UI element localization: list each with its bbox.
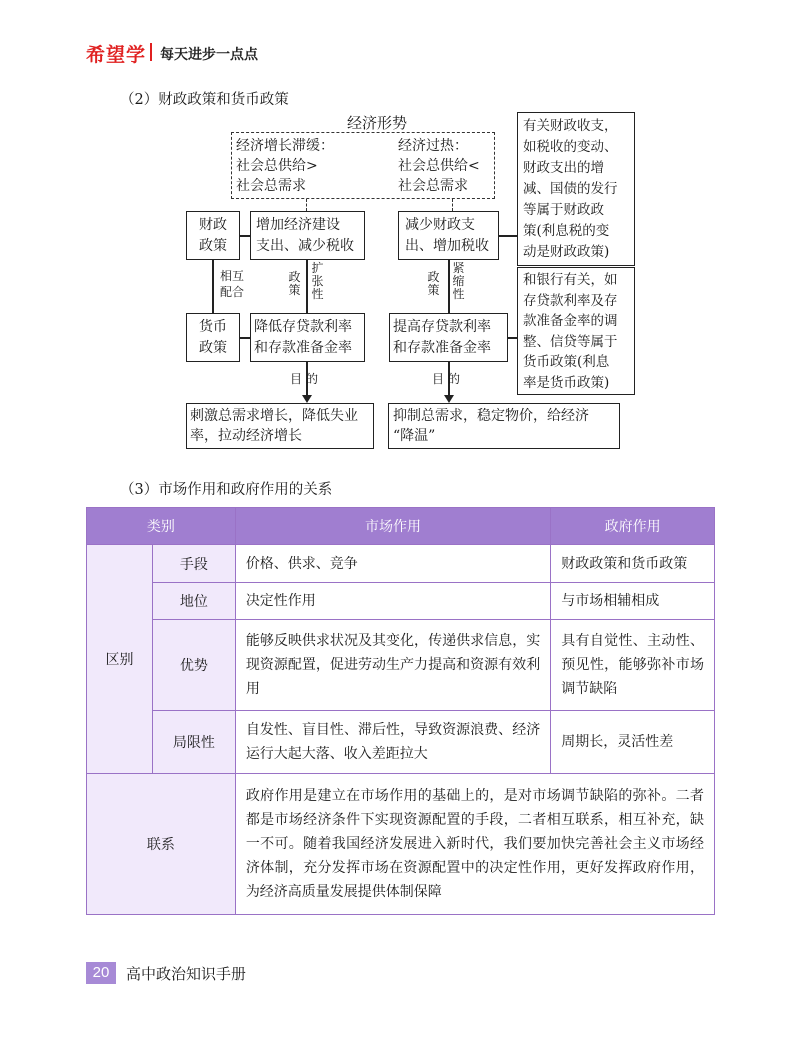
market-cell: 价格、供求、竞争: [235, 545, 550, 583]
expansion-policy-label: 政策: [288, 270, 301, 297]
fiscal-tight-box: 减少财政支 出、增加税收: [398, 211, 499, 260]
situation-title: 经济形势: [347, 114, 408, 132]
arrow-down-icon: [444, 395, 454, 403]
gov-cell: 财政政策和货币政策: [551, 545, 715, 583]
group-label: 区别: [87, 545, 153, 774]
table-row: [87, 545, 715, 583]
purpose-label: 目的: [290, 372, 323, 386]
tight-policy-label: 政策: [427, 270, 440, 297]
connector: [499, 235, 517, 237]
fiscal-expand-box: 增加经济建设 支出、减少税收: [250, 211, 365, 260]
row-label: 优势: [152, 620, 235, 711]
fiscal-note-box: 有关财政收支， 如税收的变动、 财政支出的增 减、国债的发行 等属于财政政 策(利息税的变 动是财政政策): [517, 112, 635, 266]
table-header-row: [87, 508, 715, 545]
monetary-policy-box: 货币 政策: [186, 313, 240, 362]
relation-label: 联系: [87, 774, 236, 915]
arrow-down-icon: [302, 395, 312, 403]
header-slogan: 每天进步一点点: [160, 47, 258, 63]
table-row: [87, 620, 715, 711]
market-cell: 能够反映供求状况及其变化，传递供求信息，实现资源配置，促进劳动生产力提高和资源有效利用: [235, 620, 550, 711]
tight-goal-box: 抑制总需求，稳定物价，给经济 “降温”: [388, 403, 620, 449]
gov-cell: 与市场相辅相成: [551, 583, 715, 620]
connector: [306, 199, 307, 211]
row-label: 手段: [152, 545, 235, 583]
row-label: 地位: [152, 583, 235, 620]
connector: [448, 260, 450, 313]
relation-text: 政府作用是建立在市场作用的基础上的，是对市场调节缺陷的弥补。二者都是市场经济条件下实现资源配置的手段，二者相互联系，相互补充，缺一不可。随着我国经济发展进入新时代，我们要加快完善社会主义市场经济体制，充分发挥市场在资源配置中的决定性作用，更好发挥政府作用，为经济高质量发展提供体制保障: [235, 774, 714, 915]
connector: [508, 337, 517, 339]
connector: [240, 337, 250, 339]
table-row: [87, 583, 715, 620]
tight-label: 紧缩性: [452, 261, 465, 301]
cooperate-label: 相互 配合: [220, 269, 245, 299]
column-header: 政府作用: [551, 508, 715, 545]
overheat-text: 经济过热： 社会总供给< 社会总需求: [398, 138, 480, 194]
table-row: [87, 711, 715, 774]
connector: [452, 199, 453, 211]
section-3-title: （3）市场作用和政府作用的关系: [120, 482, 333, 498]
connector: [240, 235, 250, 237]
page-number: 20: [86, 962, 116, 984]
comparison-table: [86, 507, 715, 915]
fiscal-policy-box: 财政 政策: [186, 211, 240, 260]
market-cell: 决定性作用: [235, 583, 550, 620]
book-title: 高中政治知识手册: [126, 965, 247, 983]
expansion-label: 扩张性: [311, 261, 324, 301]
brand-logo: 希望学: [86, 44, 147, 66]
connector: [212, 260, 214, 313]
monetary-tight-box: 提高存贷款利率 和存款准备金率: [389, 313, 508, 362]
gov-cell: 具有自觉性、主动性、预见性，能够弥补市场调节缺陷: [551, 620, 715, 711]
table-row: [87, 774, 715, 915]
section-2-title: （2）财政政策和货币政策: [120, 92, 289, 108]
purpose-label: 目的: [432, 372, 465, 386]
column-header: 市场作用: [235, 508, 550, 545]
expand-goal-box: 刺激总需求增长，降低失业 率，拉动经济增长: [186, 403, 374, 449]
market-cell: 自发性、盲目性、滞后性，导致资源浪费、经济运行大起大落、收入差距拉大: [235, 711, 550, 774]
connector: [306, 260, 308, 313]
header-divider: [150, 43, 152, 61]
monetary-expand-box: 降低存贷款利率 和存款准备金率: [250, 313, 365, 362]
column-header: 类别: [87, 508, 236, 545]
slow-growth-text: 经济增长滞缓： 社会总供给> 社会总需求: [236, 138, 334, 194]
gov-cell: 周期长，灵活性差: [551, 711, 715, 774]
monetary-note-box: 和银行有关，如 存贷款利率及存 款准备金率的调 整、信贷等属于 货币政策(利息 率是货币政策): [517, 267, 635, 395]
row-label: 局限性: [152, 711, 235, 774]
